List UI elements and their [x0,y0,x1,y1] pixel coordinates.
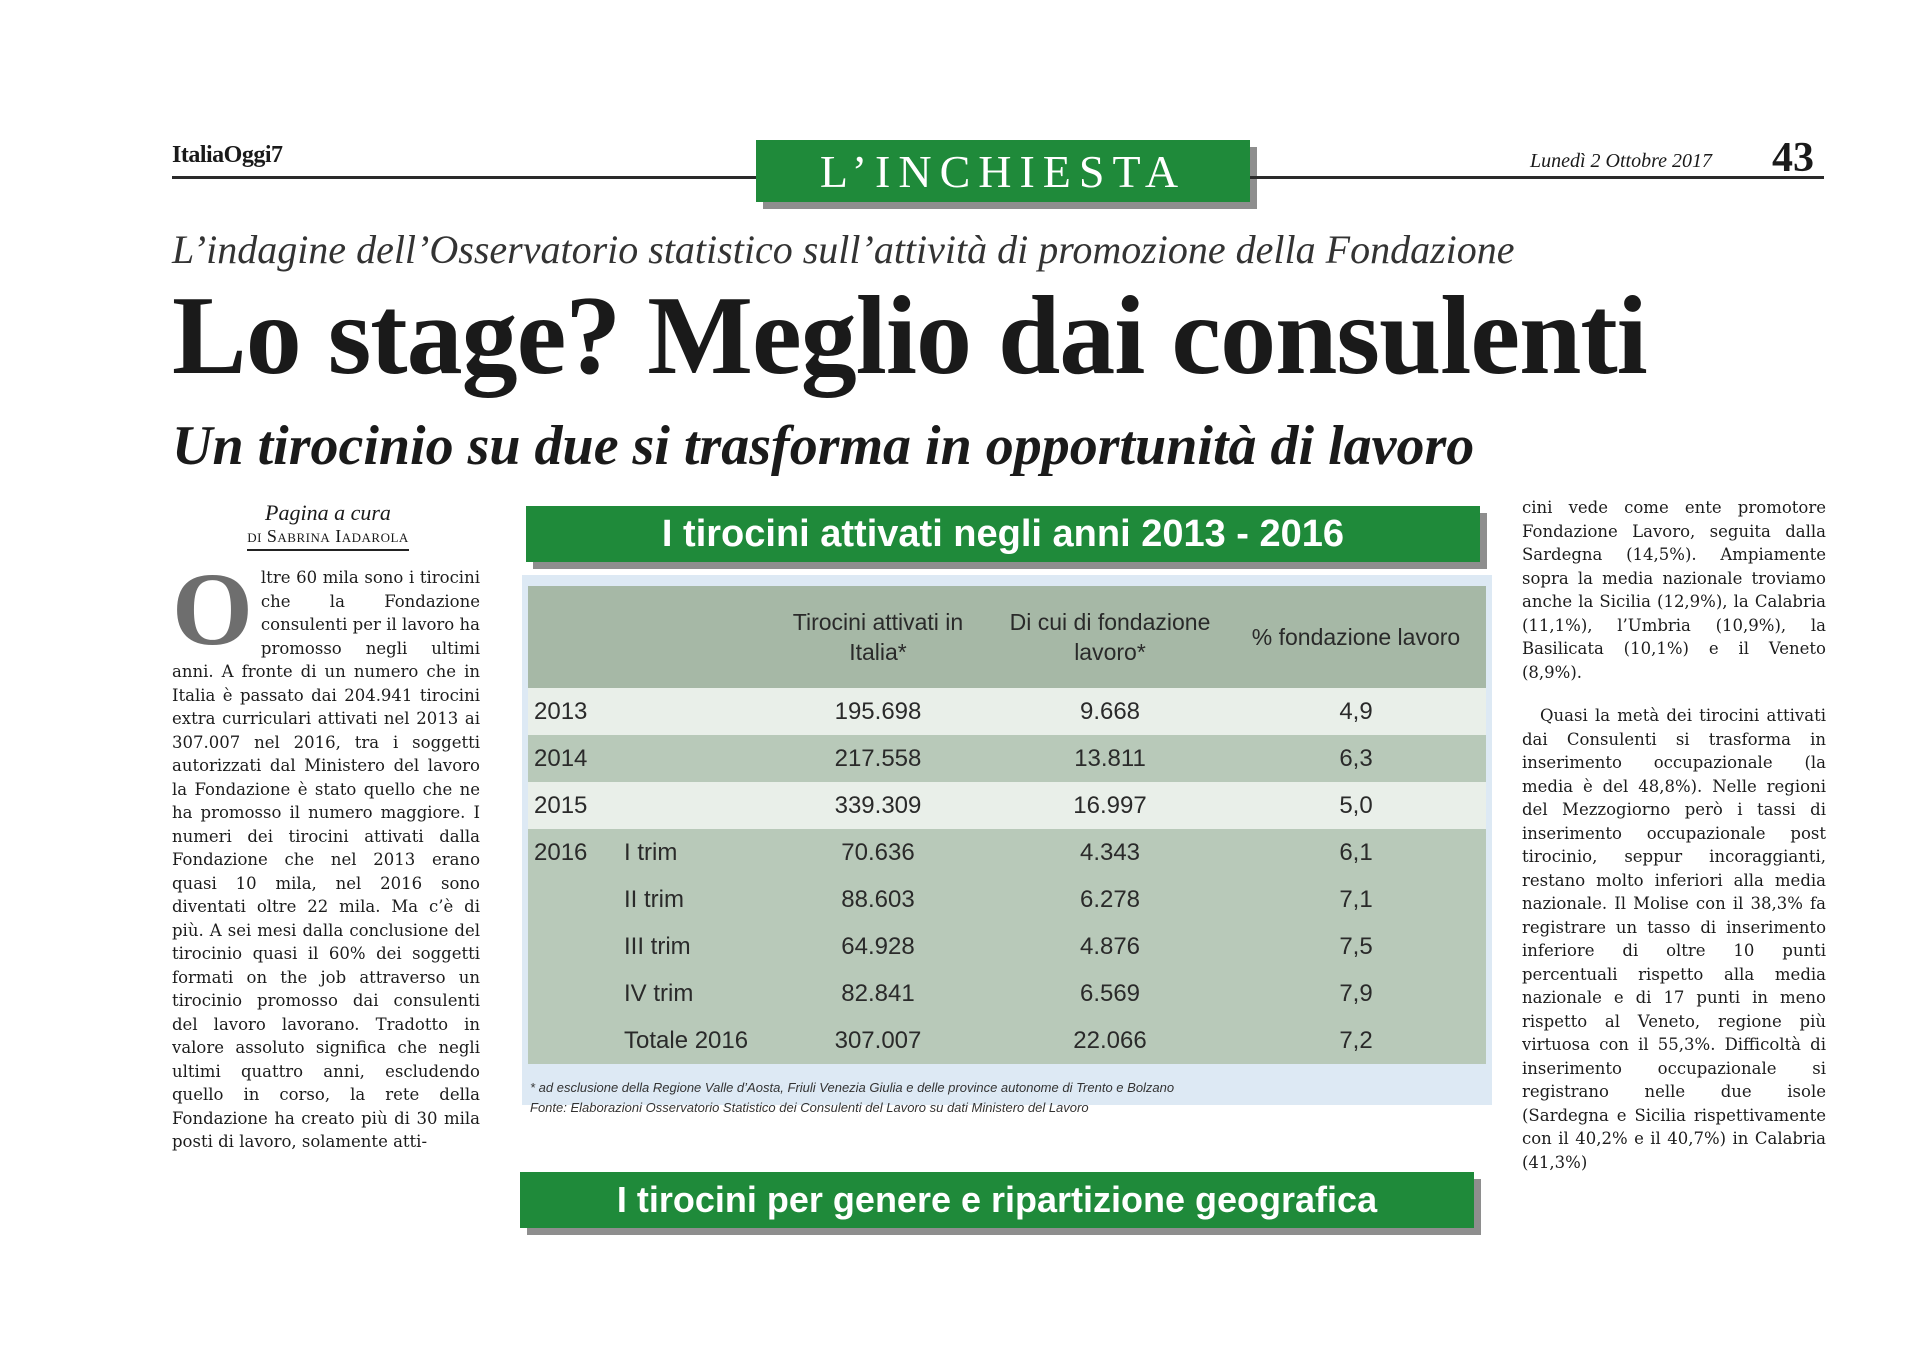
drop-cap: O [172,566,253,667]
cell-italia: 307.007 [762,1017,994,1064]
cell-fondazione: 13.811 [994,735,1226,782]
table-header-row [528,586,1486,688]
table-row [528,923,1486,970]
issue-date: Lunedì 2 Ottobre 2017 [1530,150,1713,172]
table-title: I tirocini attivati negli anni 2013 - 2016 [661,512,1345,555]
cell-year: 2013 [528,688,624,735]
byline [172,500,484,551]
cell-italia: 88.603 [762,876,994,923]
cell-italia: 339.309 [762,782,994,829]
cell-percent: 7,1 [1226,876,1486,923]
cell-percent: 6,1 [1226,829,1486,876]
page-bottom-margin [0,1252,1920,1358]
footnote-source: Fonte: Elaborazioni Osservatorio Statistico dei Consulenti del Lavoro su dati Ministero del Lavoro [530,1100,1089,1115]
headline: Lo stage? Meglio dai consulenti [172,274,1647,398]
cell-fondazione: 6.278 [994,876,1226,923]
cell-percent: 7,2 [1226,1017,1486,1064]
byline-prefix: Pagina a cura [265,500,391,525]
table-footnotes [530,1078,1490,1118]
cell-fondazione: 4.876 [994,923,1226,970]
cell-period [624,782,762,829]
footnote-exclusion: * ad esclusione della Regione Valle d’Aosta, Friuli Venezia Giulia e delle province autonome di Trento e Bolzano [530,1080,1175,1095]
cell-percent: 7,5 [1226,923,1486,970]
cell-year: 2014 [528,735,624,782]
cell-percent: 6,3 [1226,735,1486,782]
page-number: 43 [1772,135,1814,181]
section-banner [756,140,1250,202]
cell-italia: 217.558 [762,735,994,782]
cell-italia: 64.928 [762,923,994,970]
table-row [528,782,1486,829]
cell-percent: 5,0 [1226,782,1486,829]
subheadline: Un tirocinio su due si trasforma in opportunità di lavoro [172,415,1475,477]
article-column-left [172,566,480,1251]
cell-fondazione: 22.066 [994,1017,1226,1064]
cell-year [528,923,624,970]
section-label: L’INCHIESTA [819,145,1187,197]
article-paragraph: cini vede come ente promotore Fondazione Lavoro, seguita dalla Sardegna (14,5%). Ampiamente sopra la media nazionale troviamo anche la Sicilia (12,9%), la Calabria (11,1%), l’Umbria (10,9%), la Basilicata (10,1%) e il Veneto (8,9%). [1522,498,1826,682]
publication-logo: ItaliaOggi7 [172,142,283,168]
cell-percent: 7,9 [1226,970,1486,1017]
cell-period: III trim [624,923,762,970]
cell-fondazione: 6.569 [994,970,1226,1017]
cell-percent: 4,9 [1226,688,1486,735]
cell-year: 2016 [528,829,624,876]
cell-period: Totale 2016 [624,1017,762,1064]
cell-period: I trim [624,829,762,876]
table-row [528,970,1486,1017]
table-title-banner [526,506,1480,562]
cell-period [624,735,762,782]
header-fondazione: Di cui di fondazione lavoro* [994,586,1226,688]
cell-year [528,1017,624,1064]
cell-year [528,876,624,923]
kicker: L’indagine dell’Osservatorio statistico sull’attività di promozione della Fondazione [172,227,1515,272]
cell-italia: 82.841 [762,970,994,1017]
article-column-right [1522,496,1826,1251]
cell-italia: 70.636 [762,829,994,876]
header-percent: % fondazione lavoro [1226,586,1486,688]
table-row [528,735,1486,782]
cell-fondazione: 4.343 [994,829,1226,876]
second-table-title: I tirocini per genere e ripartizione geografica [616,1179,1378,1220]
header-empty [528,586,762,688]
cell-period [624,688,762,735]
second-table-title-banner [520,1172,1474,1228]
cell-year [528,970,624,1017]
header-rule-left [172,176,756,179]
cell-period: II trim [624,876,762,923]
cell-fondazione: 9.668 [994,688,1226,735]
cell-period: IV trim [624,970,762,1017]
article-paragraph: Quasi la metà dei tirocini attivati dai Consulenti si trasforma in inserimento occupazionale (la media è del 48,8%). Nelle regioni del Mezzogiorno però i tassi di inserimento occupazionale post tirocinio, seppur incoraggianti, restano molto inferiori alla media nazionale. Il Molise con il 38,3% fa registrare un tasso di inserimento inferiore di oltre 10 punti percentuali rispetto alla media nazionale e di 17 punti in meno rispetto al Veneto, regione più virtuosa con il 55,3%. Difficoltà di inserimento occupazionale si registrano nelle due isole (Sardegna e Sicilia rispettivamente con il 40,2% e il 40,7%) in Calabria (41,3%) [1522,706,1826,1172]
header-italia: Tirocini attivati in Italia* [762,586,994,688]
internships-table [528,586,1486,1064]
table-row [528,876,1486,923]
cell-italia: 195.698 [762,688,994,735]
cell-fondazione: 16.997 [994,782,1226,829]
header-rule-right [1250,176,1824,179]
byline-author: di Sabrina Iadarola [247,526,409,551]
table-row [528,829,1486,876]
table-row [528,1017,1486,1064]
table-row [528,688,1486,735]
cell-year: 2015 [528,782,624,829]
article-paragraph: ltre 60 mila sono i tirocini che la Fondazione consulenti per il lavoro ha promosso negli ultimi anni. A fronte di un numero che in Italia è passato dai 204.941 tirocini extra curriculari attivati nel 2013 ai 307.007 nel 2016, tra i soggetti autorizzati dal Ministero del lavoro la Fondazione è stato quello che ne ha promosso il numero maggiore. I numeri dei tirocini attivati dalla Fondazione che nel 2013 erano quasi 10 mila, nel 2016 sono diventati oltre 22 mila. Ma c’è di più. A sei mesi dalla conclusione del tirocinio quasi il 60% dei soggetti formati on the job attraverso un tirocinio promosso dai consulenti del lavoro lavorano. Tradotto in valore assoluto significa che negli ultimi quattro anni, escludendo quello in corso, la rete della Fondazione ha creato più di 30 mila posti di lavoro, solamente atti- [172,568,480,1151]
